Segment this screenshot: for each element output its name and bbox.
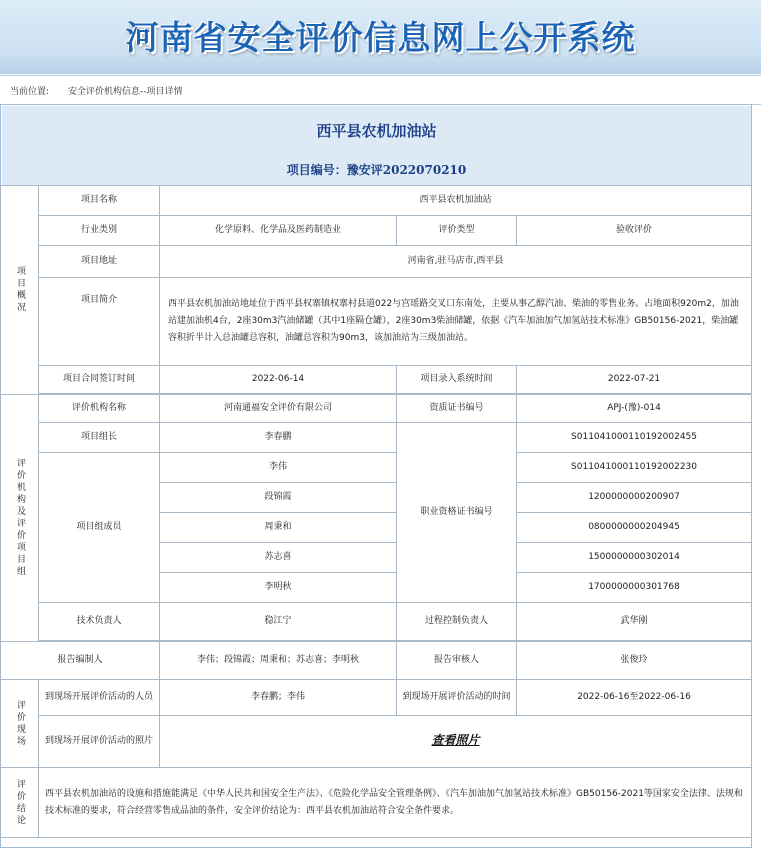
view-photos-link[interactable]: 查看照片	[431, 733, 480, 747]
intro-label: 项目简介	[39, 278, 160, 366]
section-overview: 项目概况	[1, 186, 39, 395]
members-label: 项目组成员	[39, 453, 160, 603]
site-title: 河南省安全评价信息网上公开系统	[125, 18, 636, 57]
breadcrumb-label: 当前位置:	[10, 87, 50, 97]
leader-label: 项目组长	[39, 423, 160, 453]
site-people-value: 李春鹏；李伟	[160, 680, 397, 716]
team-member: 李明秋	[160, 573, 397, 603]
industry-value: 化学原料、化学品及医药制造业	[160, 216, 397, 246]
site-people-label: 到现场开展评价活动的人员	[39, 680, 160, 716]
team-cert: S011041000110192002230	[517, 453, 752, 483]
team-cert: S011041000110192002455	[517, 423, 752, 453]
address-value: 河南省,驻马店市,西平县	[160, 246, 752, 278]
breadcrumb-path[interactable]: 安全评价机构信息--项目详情	[68, 87, 183, 97]
qual-label: 职业资格证书编号	[397, 423, 517, 603]
review-label: 报告审核人	[397, 642, 517, 680]
industry-label: 行业类别	[39, 216, 160, 246]
team-cert: 0800000000204945	[517, 513, 752, 543]
team-cert: 1200000000200907	[517, 483, 752, 513]
team-cert: 1500000000302014	[517, 543, 752, 573]
tech-label: 技术负责人	[39, 603, 160, 641]
process-value: 武华刚	[517, 603, 752, 641]
agency-label: 评价机构名称	[39, 395, 160, 423]
team-member: 周秉和	[160, 513, 397, 543]
project-detail-table	[0, 185, 752, 838]
report-label: 报告编制人	[1, 642, 160, 680]
entry-label: 项目录入系统时间	[397, 366, 517, 394]
section-org: 评价机构及评价项目组	[1, 395, 39, 642]
site-time-label: 到现场开展评价活动的时间	[397, 680, 517, 716]
team-member: 段锦霞	[160, 483, 397, 513]
team-member: 苏志喜	[160, 543, 397, 573]
cert-label: 资质证书编号	[397, 395, 517, 423]
site-photo-label: 到现场开展评价活动的照片	[39, 716, 160, 768]
section-conclusion: 评价结论	[1, 768, 39, 838]
eval-type-value: 验收评价	[517, 216, 752, 246]
section-site: 评价现场	[1, 680, 39, 768]
name-value: 西平县农机加油站	[160, 186, 752, 216]
contract-label: 项目合同签订时间	[39, 366, 160, 394]
eval-type-label: 评价类型	[397, 216, 517, 246]
intro-value: 西平县农机加油站地址位于西平县权寨镇权寨村县道022与宫瑶路交叉口东南处，主要从事乙醇汽油、柴油的零售业务。占地面积920m2，加油站建加油机4台，2座30m3汽油储罐（其中1座隔仓罐），2座30m3柴油储罐，依据《汽车加油加气加氢站技术标准》GB50156-2021，柴油罐容积折半计入总油罐总容积，油罐总容积为90m3，该加油站为三级加油站。	[160, 278, 752, 366]
project-header	[2, 106, 751, 186]
review-value: 张俊玲	[517, 642, 752, 680]
entry-value: 2022-07-21	[517, 366, 752, 394]
tech-value: 稳江宁	[160, 603, 397, 641]
project-code: 项目编号：豫安评2022070210	[286, 163, 467, 177]
process-label: 过程控制负责人	[397, 603, 517, 641]
report-value: 李伟；段锦霞；周秉和；苏志喜；李明秋	[160, 642, 397, 680]
project-title: 西平县农机加油站	[316, 122, 437, 140]
name-label: 项目名称	[39, 186, 160, 216]
team-cert: 1700000000301768	[517, 573, 752, 603]
site-photo-cell	[160, 716, 752, 768]
team-member: 李伟	[160, 453, 397, 483]
breadcrumb	[0, 75, 761, 105]
agency-value: 河南通福安全评价有限公司	[160, 395, 397, 423]
conclusion-text: 西平县农机加油站的设施和措施能满足《中华人民共和国安全生产法》、《危险化学品安全管理条例》、《汽车加油加气加氢站技术标准》GB50156-2021等国家安全法律、法规和技术标准的要求，符合经营零售成品油的条件，安全评价结论为：西平县农机加油站符合安全条件要求。	[39, 768, 752, 838]
cert-value: APJ-(豫)-014	[517, 395, 752, 423]
contract-value: 2022-06-14	[160, 366, 397, 394]
site-banner	[0, 0, 761, 74]
address-label: 项目地址	[39, 246, 160, 278]
site-time-value: 2022-06-16至2022-06-16	[517, 680, 752, 716]
team-member: 李春鹏	[160, 423, 397, 453]
